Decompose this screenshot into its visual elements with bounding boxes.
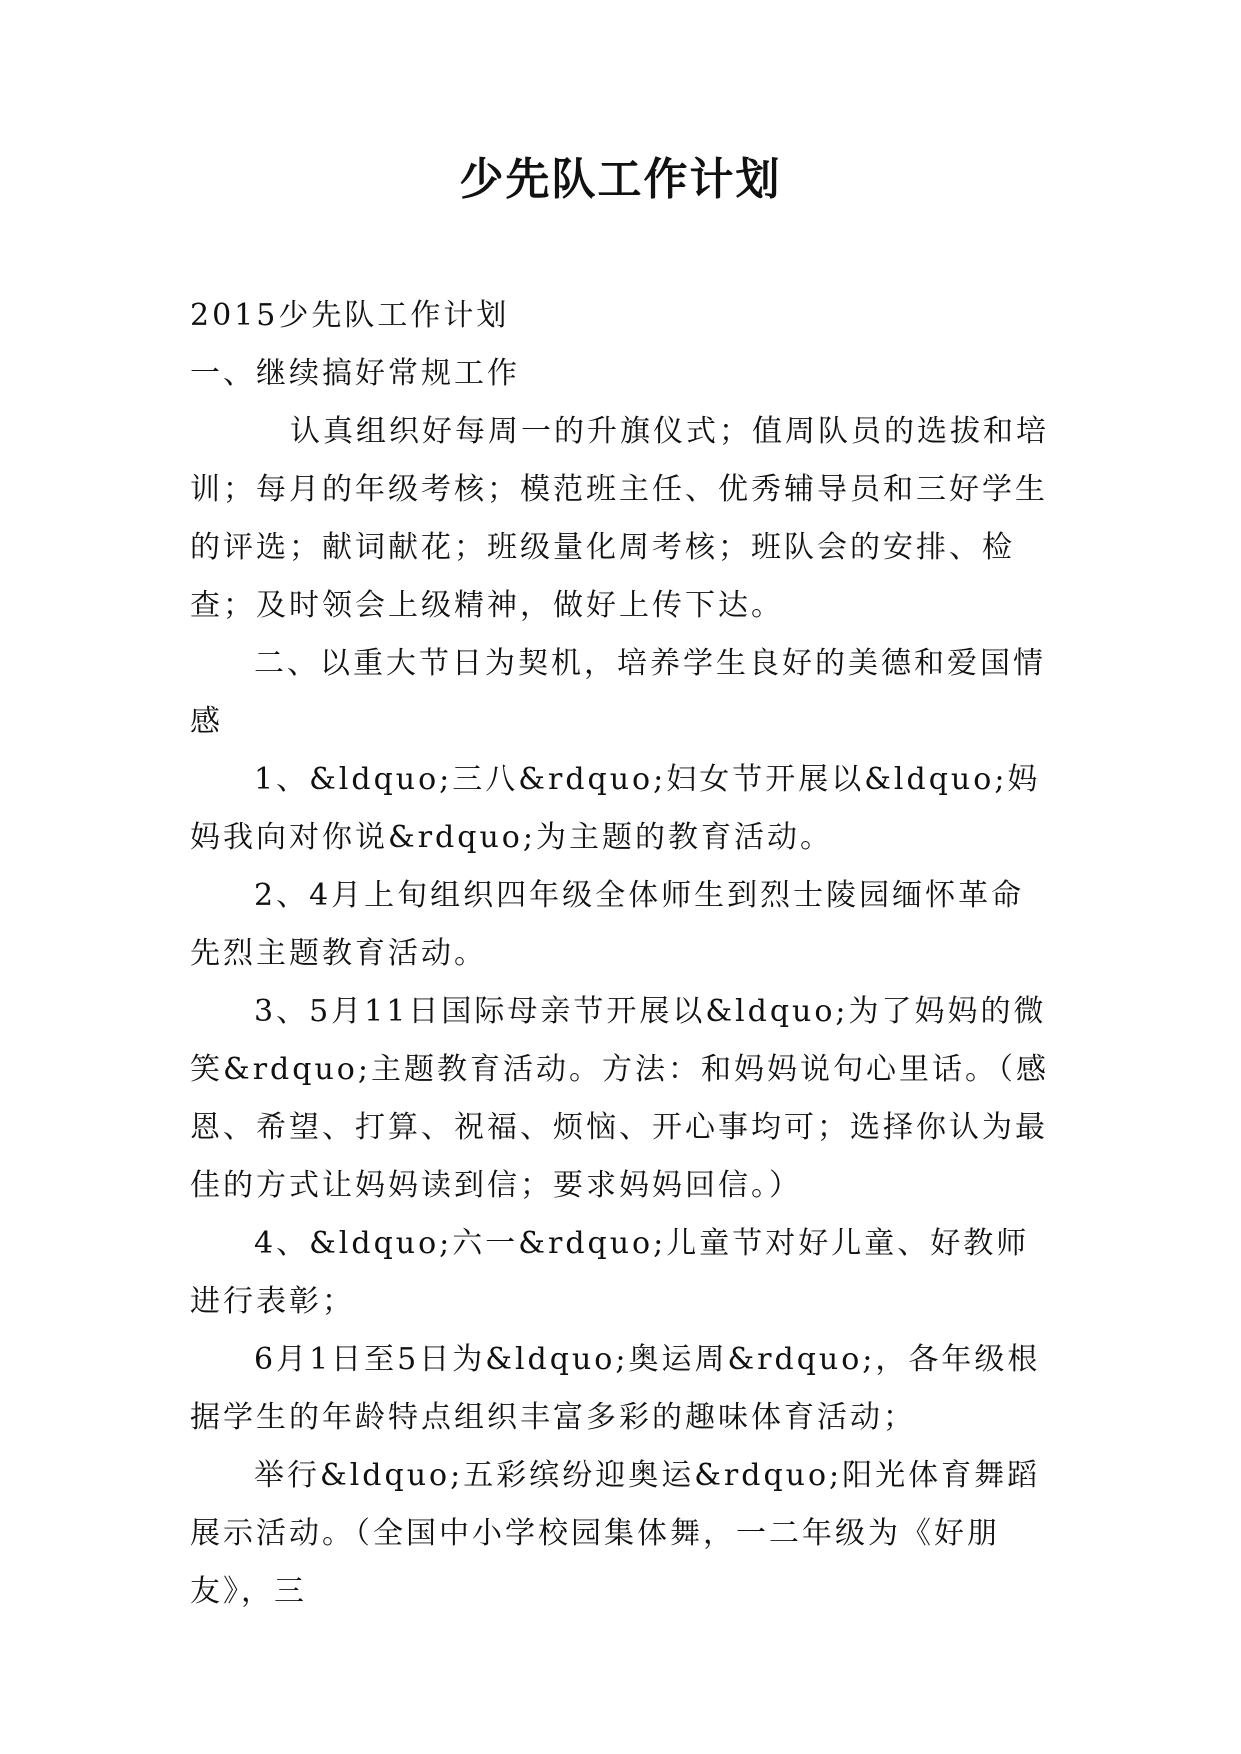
paragraph-dance-show: 举行&ldquo;五彩缤纷迎奥运&rdquo;阳光体育舞蹈展示活动。（全国中小学校园集体舞，一二年级为《好朋友》，三	[190, 1458, 1041, 1609]
paragraph-section-heading-1: 一、继续搞好常规工作	[190, 356, 520, 391]
paragraph-item-3: 3、5月11日国际母亲节开展以&ldquo;为了妈妈的微笑&rdquo;主题教育活动。方法：和妈妈说句心里话。（感恩、希望、打算、祝福、烦恼、开心事均可；选择你认为最佳的方式让妈妈读到信；要求妈妈回信。）	[190, 994, 1049, 1203]
document-body	[190, 287, 1050, 1621]
document-title: 少先队工作计划	[459, 154, 782, 205]
paragraph-item-1: 1、&ldquo;三八&rdquo;妇女节开展以&ldquo;妈妈我向对你说&rdquo;为主题的教育活动。	[190, 762, 1041, 855]
paragraph-olympic-week: 6月1日至5日为&ldquo;奥运周&rdquo;，各年级根据学生的年龄特点组织丰富多彩的趣味体育活动；	[190, 1342, 1041, 1435]
paragraph-item-2: 2、4月上旬组织四年级全体师生到烈士陵园缅怀革命先烈主题教育活动。	[190, 878, 1025, 971]
paragraph-section-heading-2: 二、以重大节日为契机，培养学生良好的美德和爱国情感	[190, 646, 1046, 739]
paragraph-routine-work: 认真组织好每周一的升旗仪式；值周队员的选拔和培训；每月的年级考核；模范班主任、优秀辅导员和三好学生的评选；献词献花；班级量化周考核；班队会的安排、检查；及时领会上级精神，做好上传下达。	[190, 414, 1049, 623]
paragraph-subtitle: 2015少先队工作计划	[190, 298, 510, 333]
paragraph-item-4: 4、&ldquo;六一&rdquo;儿童节对好儿童、好教师进行表彰；	[190, 1226, 1030, 1319]
